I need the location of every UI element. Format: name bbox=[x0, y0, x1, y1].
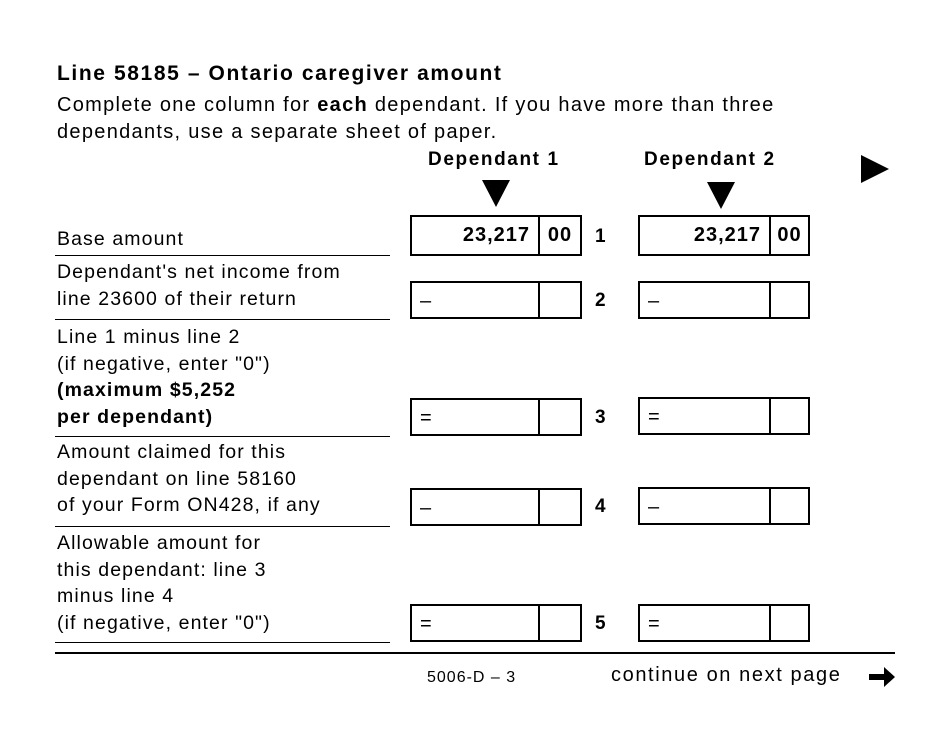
row-divider bbox=[55, 526, 390, 527]
arrow-right-icon bbox=[867, 664, 897, 690]
line-1-dependant-2-cents: 00 bbox=[777, 224, 802, 246]
line-2-dependant-1-field[interactable] bbox=[410, 281, 582, 319]
form-page-number: 5006-D – 3 bbox=[427, 669, 517, 686]
line-4-label-text-2: dependant on line 58160 bbox=[57, 467, 297, 490]
cents-cell[interactable] bbox=[771, 606, 808, 640]
dollars-cell[interactable] bbox=[640, 217, 771, 254]
line-3-label-text-1: Line 1 minus line 2 bbox=[57, 326, 241, 348]
line-number-5: 5 bbox=[595, 613, 606, 634]
cents-cell[interactable] bbox=[771, 489, 808, 523]
equals-sign: = bbox=[648, 613, 661, 635]
equals-sign: = bbox=[420, 407, 433, 429]
line-3-label-text-2: (if negative, enter "0") bbox=[57, 352, 271, 375]
minus-sign: – bbox=[648, 290, 661, 312]
dollars-cell[interactable] bbox=[640, 283, 771, 317]
column-header-dependant-1: Dependant 1 bbox=[428, 149, 560, 170]
line-1-dependant-2-dollars: 23,217 bbox=[693, 224, 761, 246]
row-divider bbox=[55, 319, 390, 320]
line-5-label bbox=[57, 530, 390, 636]
line-4-label bbox=[57, 439, 390, 519]
line-3-label bbox=[57, 324, 390, 430]
minus-sign: – bbox=[420, 290, 433, 312]
line-2-dependant-2-field[interactable] bbox=[638, 281, 810, 319]
instructions-emphasis: each bbox=[317, 94, 369, 116]
minus-sign: – bbox=[420, 497, 433, 519]
row-divider bbox=[55, 642, 390, 643]
triangle-right-icon bbox=[861, 155, 889, 183]
line-5-label-text-4: (if negative, enter "0") bbox=[57, 611, 271, 634]
page-bottom-rule bbox=[55, 652, 895, 654]
dollars-cell[interactable] bbox=[640, 489, 771, 523]
equals-sign: = bbox=[648, 406, 661, 428]
dollars-cell[interactable] bbox=[412, 400, 540, 434]
minus-sign: – bbox=[648, 496, 661, 518]
line-4-label-text-1: Amount claimed for this bbox=[57, 441, 287, 463]
cents-cell[interactable] bbox=[771, 217, 808, 254]
line-1-label-text: Base amount bbox=[57, 228, 185, 250]
line-4-dependant-2-field[interactable] bbox=[638, 487, 810, 525]
instructions-text-3: dependants, use a separate sheet of paper. bbox=[57, 121, 498, 143]
line-2-label bbox=[57, 259, 390, 312]
dollars-cell[interactable] bbox=[412, 283, 540, 317]
continue-label: continue on next page bbox=[611, 664, 842, 686]
row-divider bbox=[55, 436, 390, 437]
dollars-cell[interactable] bbox=[640, 399, 771, 433]
cents-cell[interactable] bbox=[771, 399, 808, 433]
line-number-2: 2 bbox=[595, 290, 606, 311]
cents-cell[interactable] bbox=[540, 217, 580, 254]
instructions-text-1: Complete one column for bbox=[57, 94, 318, 116]
line-3-label-text-4: per dependant) bbox=[57, 405, 214, 428]
line-5-label-text-2: this dependant: line 3 bbox=[57, 558, 267, 581]
dollars-cell[interactable] bbox=[412, 606, 540, 640]
line-4-dependant-1-field[interactable] bbox=[410, 488, 582, 526]
line-2-label-text-2: line 23600 of their return bbox=[57, 287, 297, 310]
dollars-cell[interactable] bbox=[640, 606, 771, 640]
line-5-dependant-2-field[interactable] bbox=[638, 604, 810, 642]
cents-cell[interactable] bbox=[540, 283, 580, 317]
line-5-label-text-1: Allowable amount for bbox=[57, 532, 262, 554]
cents-cell[interactable] bbox=[771, 283, 808, 317]
instructions-text-2: dependant. If you have more than three bbox=[368, 94, 775, 116]
line-5-label-text-3: minus line 4 bbox=[57, 585, 175, 607]
cents-cell[interactable] bbox=[540, 490, 580, 524]
triangle-down-icon bbox=[482, 180, 510, 207]
line-number-1: 1 bbox=[595, 226, 606, 247]
cents-cell[interactable] bbox=[540, 606, 580, 640]
line-1-dependant-1-field[interactable] bbox=[410, 215, 582, 256]
column-header-dependant-2: Dependant 2 bbox=[644, 149, 776, 170]
line-3-dependant-2-field[interactable] bbox=[638, 397, 810, 435]
dollars-cell[interactable] bbox=[412, 490, 540, 524]
line-3-dependant-1-field[interactable] bbox=[410, 398, 582, 436]
line-5-dependant-1-field[interactable] bbox=[410, 604, 582, 642]
equals-sign: = bbox=[420, 613, 433, 635]
section-title: Line 58185 – Ontario caregiver amount bbox=[57, 62, 503, 85]
line-1-dependant-1-dollars: 23,217 bbox=[462, 224, 530, 246]
cents-cell[interactable] bbox=[540, 400, 580, 434]
line-3-label-text-3: (maximum $5,252 bbox=[57, 379, 237, 401]
dollars-cell[interactable] bbox=[412, 217, 540, 254]
line-number-4: 4 bbox=[595, 496, 606, 517]
line-number-3: 3 bbox=[595, 407, 606, 428]
instructions bbox=[57, 92, 775, 146]
line-2-label-text-1: Dependant's net income from bbox=[57, 261, 341, 283]
row-divider bbox=[55, 255, 390, 256]
line-1-label bbox=[57, 226, 390, 253]
line-4-label-text-3: of your Form ON428, if any bbox=[57, 494, 321, 516]
line-1-dependant-1-cents: 00 bbox=[547, 224, 573, 246]
triangle-down-icon bbox=[707, 182, 735, 209]
line-1-dependant-2-field[interactable] bbox=[638, 215, 810, 256]
